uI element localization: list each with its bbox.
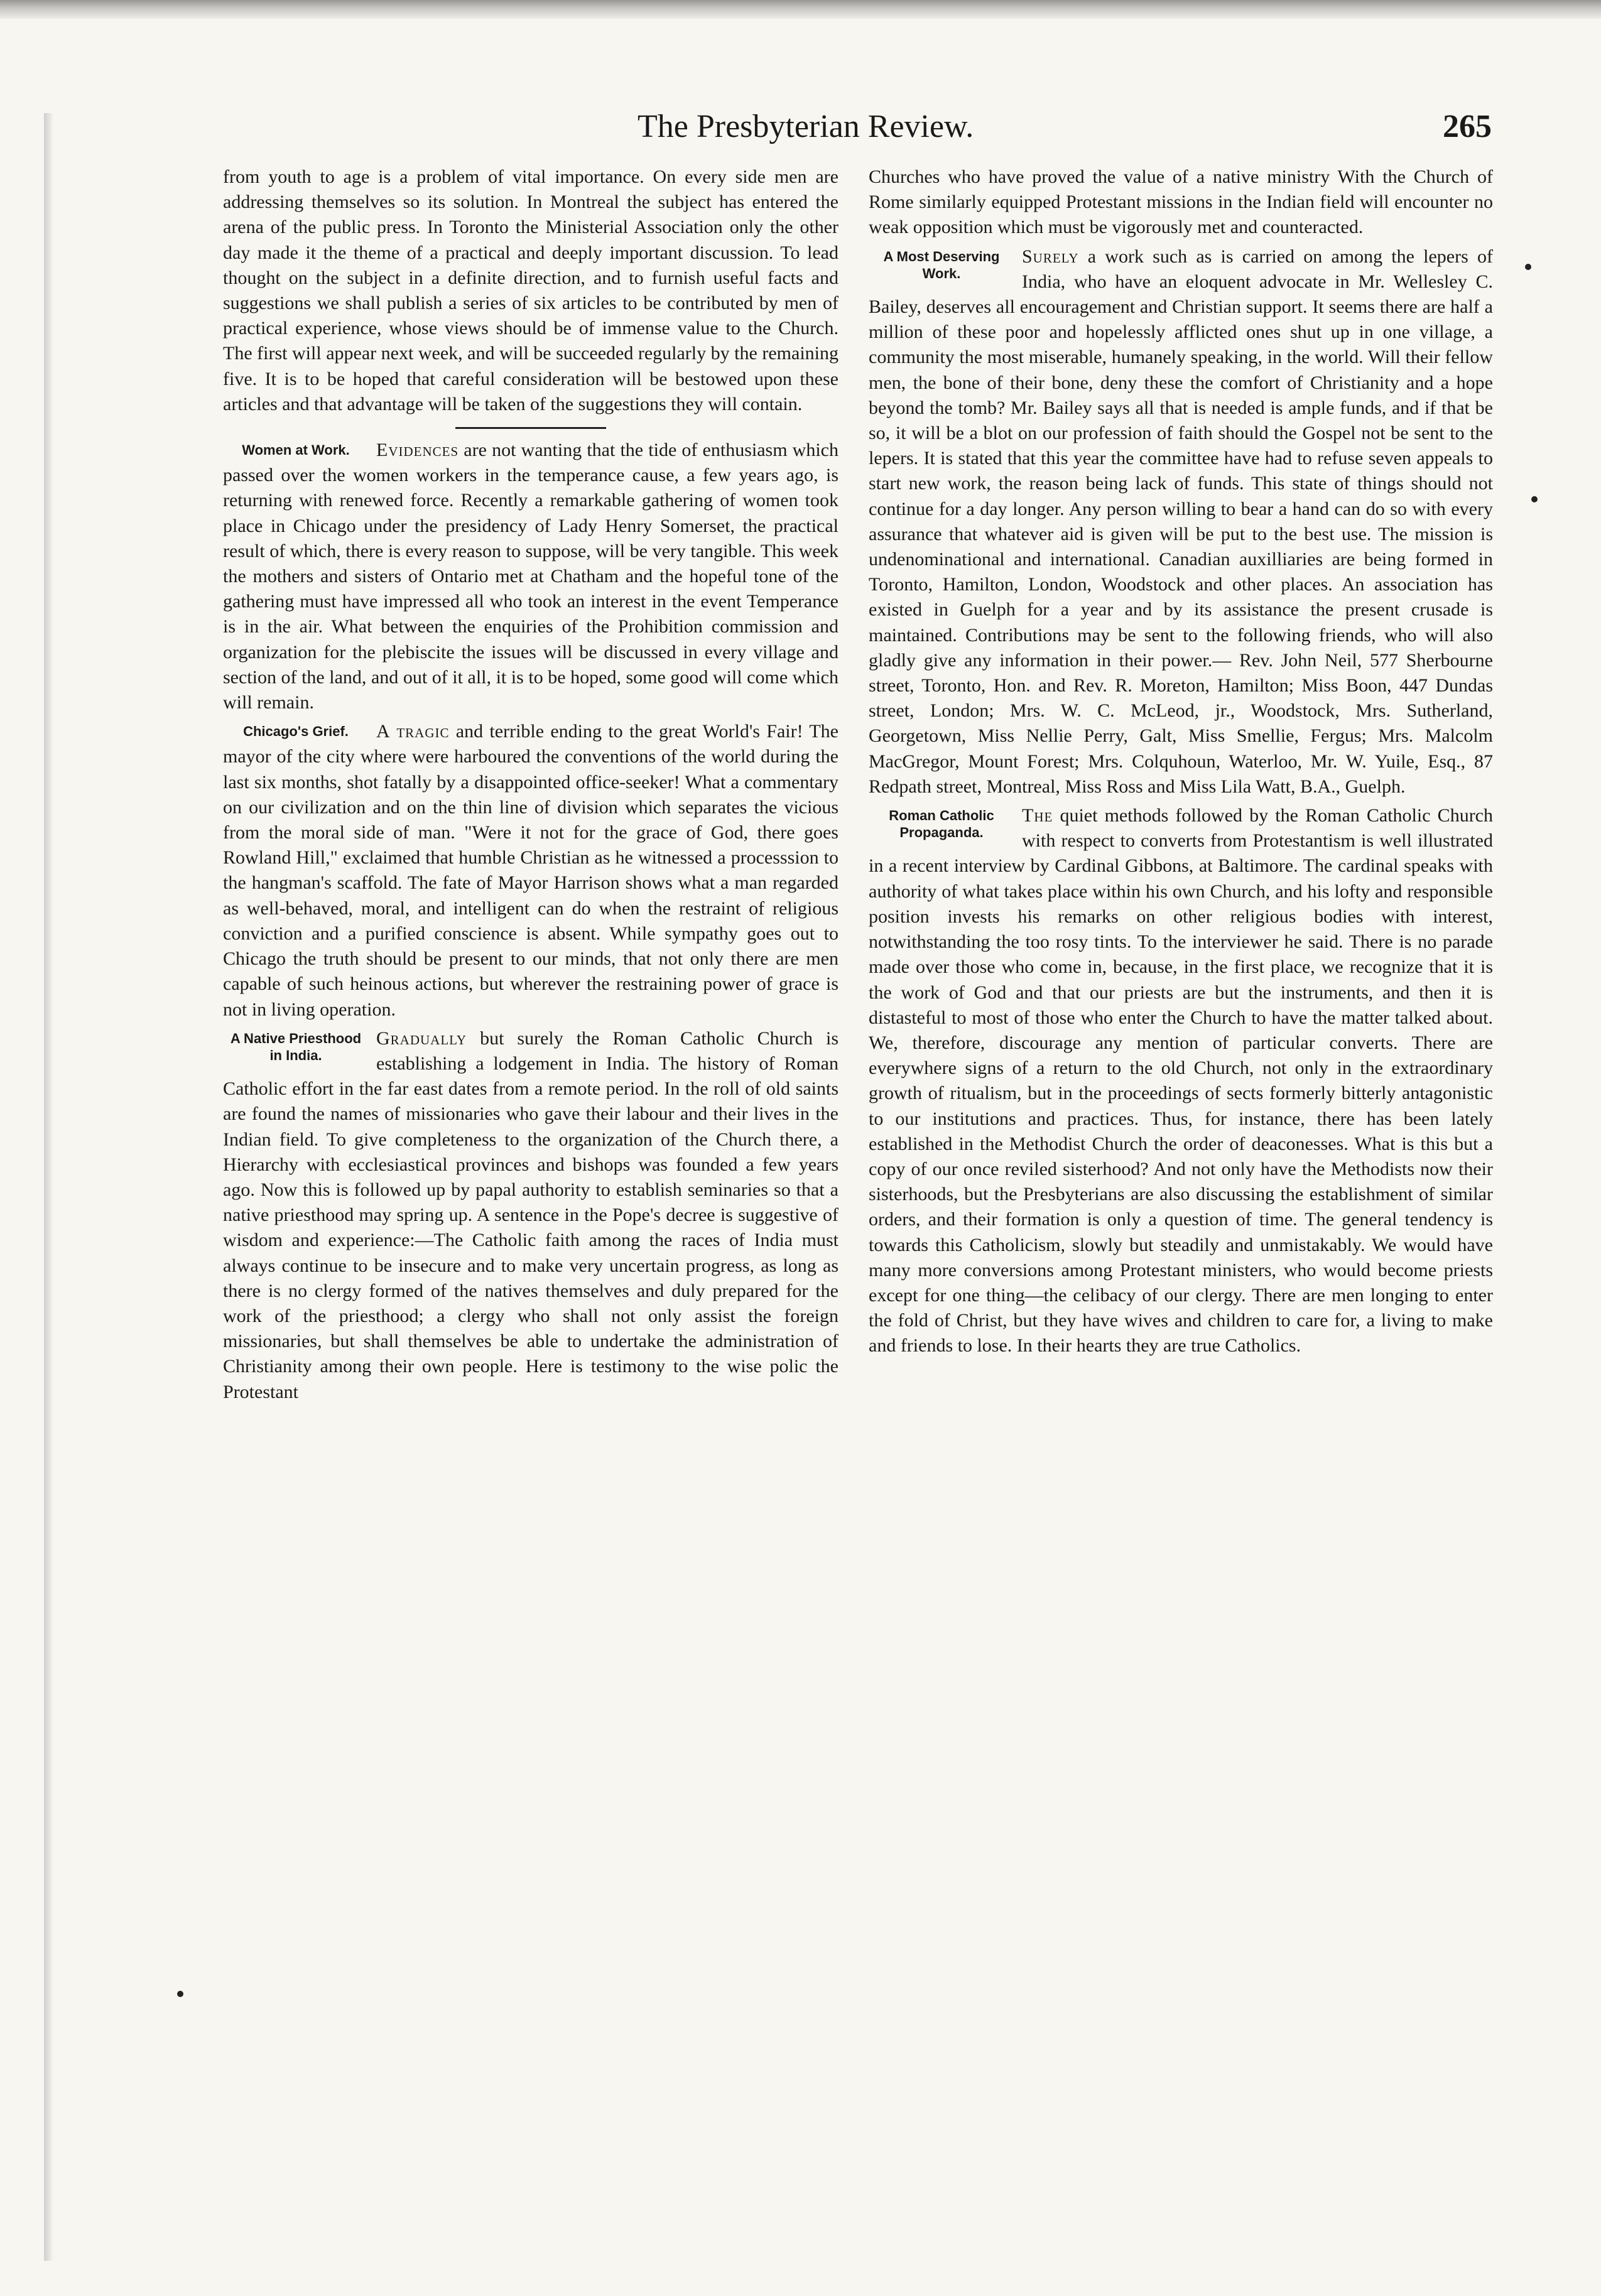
lead-word: Surely xyxy=(1022,246,1079,267)
side-heading: Women at Work. xyxy=(242,442,350,458)
left-column xyxy=(223,165,838,1405)
article-women-at-work xyxy=(223,438,838,715)
page-header xyxy=(223,108,1492,158)
side-heading: Roman Catholic Propaganda. xyxy=(889,808,994,841)
lead-word: Evidences xyxy=(376,440,459,461)
article-text: are not wanting that the tide of enthusiasm which passed over the women workers in the temperance cause, a few years ago, is returning with renewed force. Recently a remarkable gathering of women took place in Chicago under the presidency of Lady Henry Somerset, the practical result of which, there is every reason to suppose, will be very tangible. This week the mothers and sisters of Ontario met at Chatham and the hopeful tone of the gathering must have impressed all who took an interest in the event Temperance is in the air. What between the enquiries of the Prohibition commission and organization for the plebiscite the issues will be discussed in every village and section of the land, and out of it all, it is to be hoped, some good will come which will remain. xyxy=(223,440,838,713)
scan-top-edge xyxy=(0,0,1601,19)
article-text: and terrible ending to the great World's Fair! The mayor of the city where were harboured the conventions of the world during the last six months, shot fatally by a disappointed office-seeker! What a commentary on our civilization and on the thin line of division which separates the vicious from the moral side of man. "Were it not for the grace of God, there goes Rowland Hill," exclaimed that humble Christian as he witnessed a processsion to the hangman's scaffold. The fate of Mayor Harrison shows what a man regarded as well-behaved, moral, and intelligent can do when the restraint of religious conviction and a purified conscience is absent. While sympathy goes out to Chicago the truth should be present to our minds, that not only there are men capable of such heinous actions, but wherever the restraining power of grace is not in living operation. xyxy=(223,721,838,1020)
print-speck xyxy=(1531,496,1538,502)
article-continuation: from youth to age is a problem of vital importance. On every side men are addressing themselves so its solution. In Montreal the subject has entered the arena of the public press. In Toronto the Ministerial Association only the other day made it the theme of a practical and deeply important discussion. To lead thought on the subject in a definite direction, and to furnish useful facts and suggestions we shall publish a series of six articles to be contributed by men of practical experience, whose views should be of immense value to the Church. The first will appear next week, and will be succeeded regularly by the remaining five. It is to be hoped that careful consideration will be bestowed upon these articles and that advantage will be taken of the suggestions they will contain. xyxy=(223,166,838,414)
article-most-deserving-work xyxy=(869,244,1493,799)
side-heading: A Native Priesthood in India. xyxy=(230,1030,362,1063)
lead-word: Gradually xyxy=(376,1027,467,1049)
lead-word: The xyxy=(1022,805,1053,826)
journal-title: The Presbyterian Review. xyxy=(638,109,974,144)
article-native-priesthood xyxy=(223,1026,838,1405)
article-text: but surely the Roman Catholic Church is establishing a lodgement in India. The history of Roman Catholic effort in the far east dates from a remote period. In the roll of old saints are found the names of missionaries who gave their labour and their lives in the Indian field. To give completeness to the organization of the Church there, a Hierarchy with ecclesiastical provinces and bishops was founded a few years ago. Now this is followed up by papal authority to establish seminaries so that a native priesthood may spring up. A sentence in the Pope's decree is suggestive of wisdom and experience:—The Catholic faith among the races of India must always continue to be insecure and to make very uncertain progress, as long as there is no clergy formed of the natives themselves and duly prepared for the work of the priesthood; a clergy who shall not only assist the foreign missionaries, but shall themselves be able to undertake the administration of Christianity among their own people. Here is testimony to the wise polic the Protestant xyxy=(223,1027,838,1402)
side-heading: A Most Deserving Work. xyxy=(883,248,1000,281)
lead-word: A tragic xyxy=(376,721,450,742)
page-number: 265 xyxy=(1443,109,1492,144)
page-binding-edge xyxy=(44,113,53,2261)
article-chicagos-grief xyxy=(223,719,838,1022)
article-text: quiet methods followed by the Roman Catholic Church with respect to converts from Protestantism is well illustrated in a recent interview by Cardinal Gibbons, at Baltimore. The cardinal speaks with authority of what takes place within his own Church, and his lofty and responsible position invests his remarks on other religious bodies with interest, notwithstanding the too rosy tints. To the interviewer he said. There is no parade made over those who come in, because, in the first place, we recognize that it is the work of God and that our priests are but the instruments, and then it is distasteful to most of those who enter the Church to have the matter talked about. We, therefore, discourage any mention of particular converts. There are everywhere signs of a return to the old Church, not only in the extraordinary growth of ritualism, but in the proceedings of sects formerly bitterly antagonistic to our institutions and practices. Thus, for instance, there has been lately established in the Methodist Church the order of deaconesses. What is this but a copy of our once reviled sisterhood? And not only have the Methodists now their sisterhoods, but the Presbyterians are also discussing the establishment of similar orders, and their formation is only a question of time. The general tendency is towards this Catholicism, slowly but steadily and unmistakably. We would have many more conversions among Protestant ministers, who would become priests except for one thing—the celibacy of our clergy. There are men longing to enter the fold of Christ, but they have wives and children to care for, a living to make and friends to lose. In their hearts they are true Catholics. xyxy=(869,805,1493,1356)
side-heading: Chicago's Grief. xyxy=(243,723,349,740)
article-text: a work such as is carried on among the lepers of India, who have an eloquent advocate in Mr. Wellesley C. Bailey, deserves all encouragement and Christian support. It seems there are half a million of these poor and hopelessly afflicted ones shut up in one village, a community the most miserable, humanely speaking, in the world. Will their fellow men, the bone of their bone, deny these the comfort of Christianity and a hope beyond the tomb? Mr. Bailey says all that is needed is ample funds, and if that be so, it will be a blot on our profession of faith should the Gospel not be sent to the lepers. It is stated that this year the committee have had to refuse seven appeals to start new work, the reason being lack of funds. This state of things should not continue for a day longer. Any person willing to bear a hand can do so with every assurance that whatever aid is given will be put to the best use. The mission is undenominational and international. Canadian auxilliaries are being formed in Toronto, Hamilton, London, Woodstock and other places. An association has existed in Guelph for a year and by its assistance the present crusade is maintained. Contributions may be sent to the following friends, who will also gladly give any information in their power.— Rev. John Neil, 577 Sherbourne street, Toronto, Hon. and Rev. R. Moreton, Hamilton; Miss Boon, 447 Dundas street, London; Mrs. W. C. McLeod, jr., Woodstock, Mrs. Sutherland, Georgetown, Miss Nellie Perry, Galt, Miss Smellie, Fergus; Mrs. Malcolm MacGregor, Mount Forest; Mrs. Colquhoun, Waterloo, Mr. W. Yuile, Esq., 87 Redpath street, Montreal, Miss Ross and Miss Lila Watt, B.A., Guelph. xyxy=(869,246,1493,797)
section-divider xyxy=(455,427,606,429)
article-continuation: Churches who have proved the value of a native ministry With the Church of Rome similarly equipped Protestant missions in the Indian field will encounter no weak opposition which must be vigorously met and counteracted. xyxy=(869,166,1493,238)
print-speck xyxy=(1525,264,1531,270)
print-speck xyxy=(177,1991,183,1997)
article-roman-catholic-propaganda xyxy=(869,803,1493,1358)
right-column xyxy=(869,165,1493,1359)
